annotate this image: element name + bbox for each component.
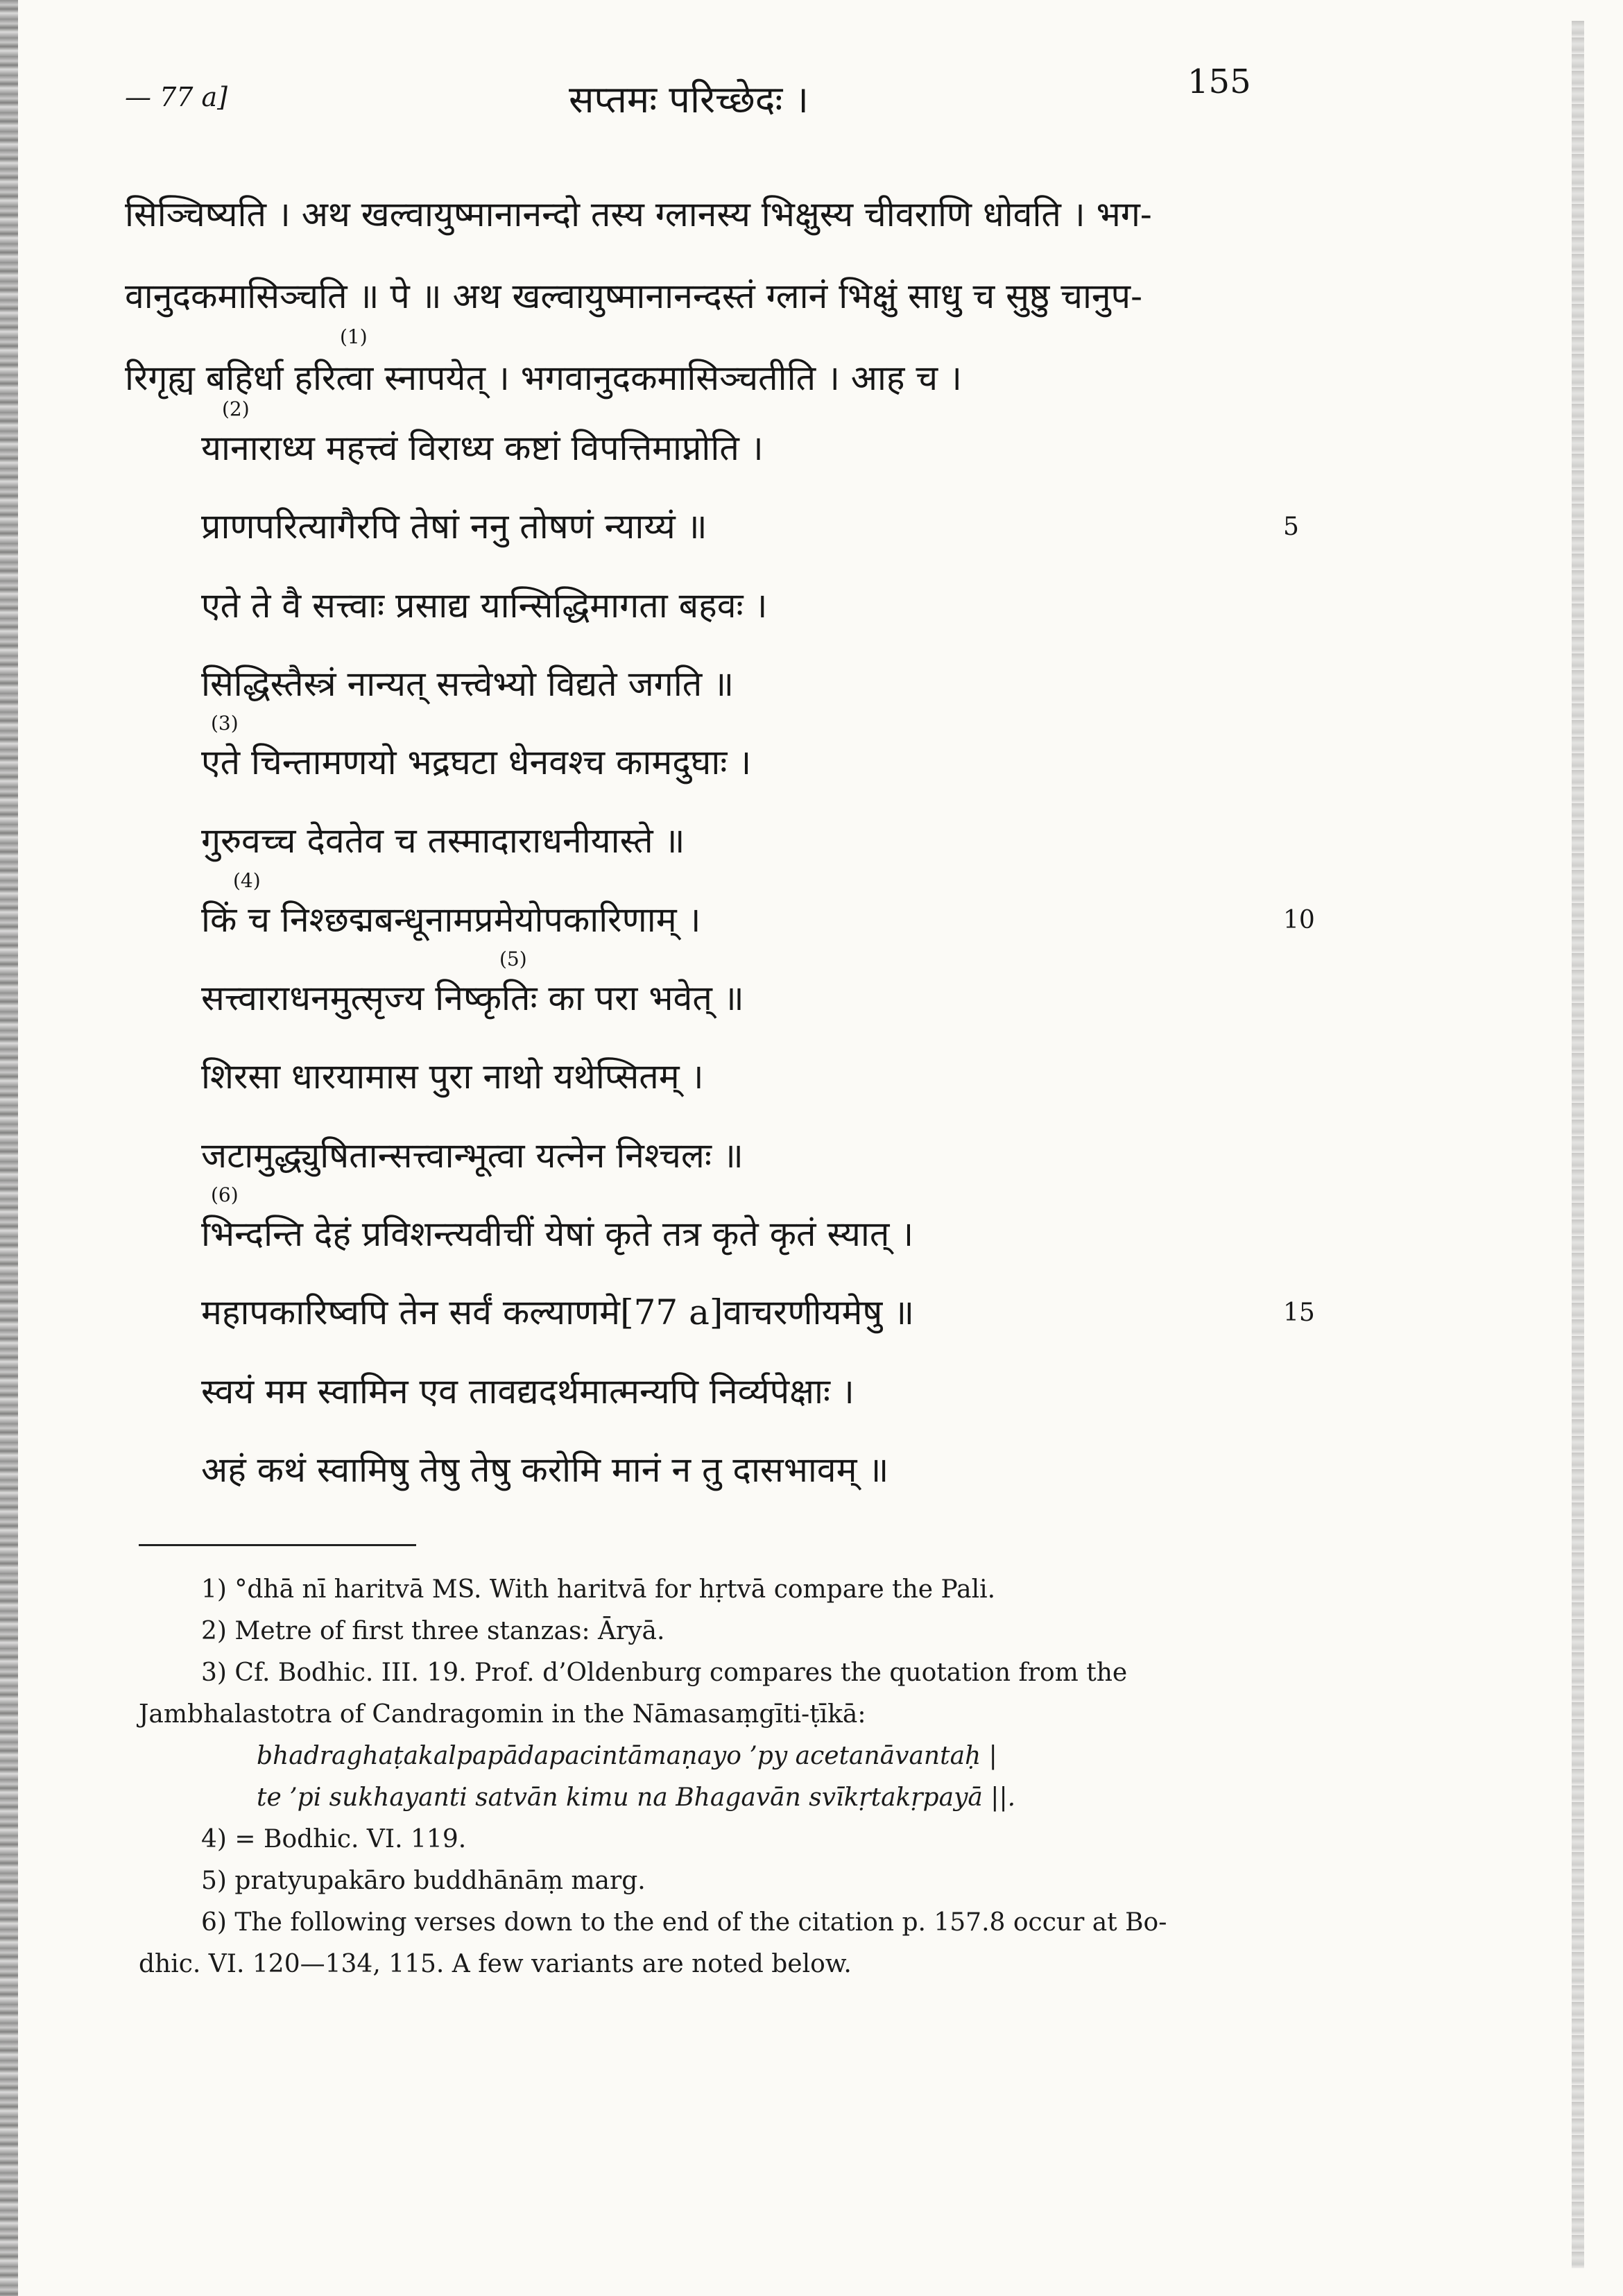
footnote-separator [139,1544,416,1546]
prose-line: वानुदकमासिञ्चति ॥ पे ॥ अथ खल्वायुष्मानानन्दस्तं ग्लानं भिक्षुं साधु च सुष्ठु चानुप- [125,276,1142,316]
page-header [0,62,1623,125]
verse-text: एते चिन्तामणयो भद्रघटा धेनवश्च कामदुघाः । [201,742,752,783]
verse-line [201,1274,1315,1352]
verse-text: प्राणपरित्यागैरपि तेषां ननु तोषणं न्याय्यं ॥ [201,506,707,547]
verse-line [201,712,1311,802]
verse-text: अहं कथं स्वामिषु तेषु तेषु करोमि मानं न तु दासभावम् ॥ [201,1449,889,1490]
footnote-3-quote-line-2: te ’pi sukhayanti satvān kimu na Bhagavān svīkṛtakṛpayā ||. [257,1783,1016,1812]
footnote-6-continuation: dhic. VI. 120—134, 115. A few variants are noted below. [139,1950,852,1978]
footnote-marker: (5) [499,948,527,971]
header-chapter-title: सप्तमः परिच्छेदः । [569,78,809,121]
verse-line [201,645,1311,723]
verse-line [201,1117,1311,1195]
verse-text: सिद्धिस्तैस्त्रं नान्यत् सत्त्वेभ्यो विद्यते जगति ॥ [201,663,735,704]
verse-text: महापकारिष्वपि तेन सर्वं कल्याणमे[77 a]वाचरणीयमेषु ॥ [201,1292,915,1333]
verse-text: भिन्दन्ति देहं प्रविशन्त्यवीचीं येषां कृते तत्र कृते कृतं स्यात् । [201,1213,914,1254]
verse-line [201,488,1311,566]
verse-text: एते ते वै सत्त्वाः प्रसाद्य यान्सिद्धिमागता बहवः । [201,585,768,626]
verse-line [201,1431,1311,1509]
footnote-marker: (1) [340,325,368,348]
line-number: 5 [1283,513,1299,542]
verse-text: स्वयं मम स्वामिन एव तावद्यदर्थमात्मन्यपि निर्व्यपेक्षाः । [201,1371,855,1412]
footnote-6: 6) The following verses down to the end of the citation p. 157.8 occur at Bo- [201,1908,1167,1937]
page-number: 155 [1187,62,1251,101]
verse-text: शिरसा धारयामास पुरा नाथो यथेप्सितम् । [201,1056,704,1097]
verse-line [201,1038,1311,1116]
footnote-2: 2) Metre of first three stanzas: Āryā. [201,1617,665,1645]
verse-text: किं च निश्छद्मबन्धूनामप्रमेयोपकारिणाम् । [201,899,701,940]
footnote-3-quote-line-1: bhadraghaṭakalpapādapacintāmaṇayo ’py acetanāvantaḥ | [257,1742,997,1770]
footnote-marker: (6) [211,1183,239,1206]
line-number: 15 [1283,1299,1315,1328]
verse-line [201,397,1311,488]
header-folio-reference: — 77 a] [125,82,227,112]
scan-left-edge [0,0,18,2296]
footnote-marker: (4) [233,868,261,892]
verse-text: जटामुद्ध्युषितान्सत्त्वान्भूत्वा यत्नेन निश्चलः ॥ [201,1135,744,1176]
verse-line [201,1353,1311,1431]
verse-text: गुरुवच्च देवतेव च तस्मादाराधनीयास्ते ॥ [201,821,685,862]
verse-text: सत्त्वाराधनमुत्सृज्य निष्कृतिः का परा भवेत् ॥ [201,978,744,1019]
line-number: 10 [1283,905,1315,934]
verse-line [201,868,1315,959]
prose-line [125,325,1262,419]
footnote-4: 4) = Bodhic. VI. 119. [201,1825,467,1853]
footnote-1: 1) °dhā nī haritvā MS. With haritvā for hṛtvā compare the Pali. [201,1575,996,1604]
prose-line-text: रिगृह्य बहिर्धा हरित्वा स्नापयेत् । भगवानुदकमासिञ्चतीति । आह च । [125,358,962,398]
footnote-3-continuation: Jambhalastotra of Candragomin in the Nāmasaṃgīti-ṭīkā: [139,1700,866,1729]
footnotes [139,1569,1290,1985]
prose-line: सिञ्चिष्यति । अथ खल्वायुष्मानानन्दो तस्य ग्लानस्य भिक्षुस्य चीवराणि धोवति । भग- [125,194,1152,234]
footnote-3: 3) Cf. Bodhic. III. 19. Prof. d’Oldenburg compares the quotation from the [201,1659,1128,1687]
verse-block [201,397,1315,1509]
verse-text: यानाराध्य महत्त्वं विराध्य कष्टां विपत्तिमाप्नोति । [201,428,764,468]
verse-line [201,567,1311,645]
verse-line [201,1183,1311,1274]
footnote-marker: (3) [211,712,239,735]
prose-block [125,173,1262,419]
verse-line [201,802,1311,880]
footnote-marker: (2) [222,397,250,420]
scan-right-edge [1572,21,1584,2268]
footnote-5: 5) pratyupakāro buddhānāṃ marg. [201,1867,646,1895]
verse-line [201,948,1311,1038]
